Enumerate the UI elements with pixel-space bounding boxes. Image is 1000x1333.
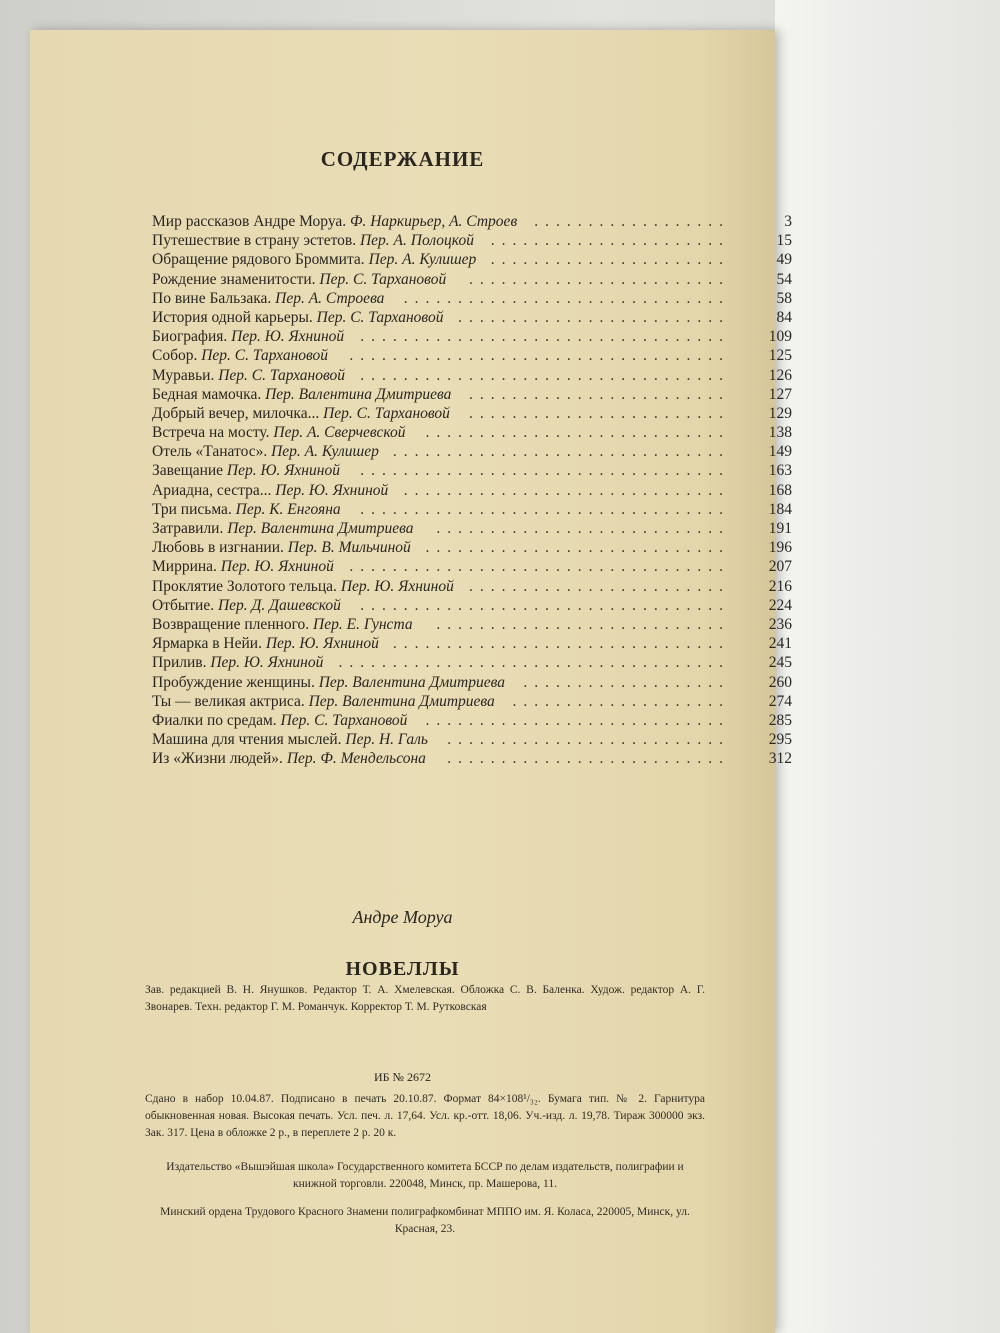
toc-entry-page: 109	[768, 328, 792, 346]
toc-entry	[152, 212, 792, 231]
toc-entry	[152, 711, 792, 730]
toc-entry-text	[152, 250, 476, 269]
toc-leader-dots: ....................................	[338, 654, 730, 672]
toc-leader-dots: ...................................	[349, 347, 730, 365]
toc-entry	[152, 557, 792, 576]
toc-leader-dots: ............................	[425, 711, 730, 729]
toc-leader-dots: ...............................	[392, 635, 730, 653]
toc-entry-title: Завещание	[152, 462, 224, 480]
toc-entry-text	[152, 615, 413, 634]
toc-entry-title: По вине Бальзака.	[152, 289, 272, 307]
toc-entry-text	[152, 596, 341, 615]
toc-entry-text	[152, 577, 454, 596]
toc-list	[152, 212, 792, 768]
toc-entry-title: Прилив.	[152, 654, 207, 672]
toc-entry-title: Ты — великая актриса.	[152, 692, 305, 710]
toc-entry-text	[152, 634, 379, 653]
imprint-staff: Зав. редакцией В. Н. Янушков. Редактор Т. А. Хмелевская. Обложка С. В. Баленка. Худож. редактор А. Г. Звонарев. Техн. редактор Г. М. Романчук. Корректор Т. М. Рутковская	[145, 984, 705, 1013]
toc-leader-dots: .........................	[458, 308, 730, 326]
toc-heading: СОДЕРЖАНИЕ	[320, 147, 485, 171]
toc-entry-translator: Пер. Ю. Яхниной	[210, 654, 324, 672]
toc-entry-translator: Ф. Наркирьер, А. Строев	[350, 213, 518, 230]
toc-entry-text	[152, 346, 328, 365]
toc-entry-translator: Пер. А. Кулишер	[368, 251, 477, 269]
toc-entry-translator: Пер. Валентина Дмитриева	[308, 692, 495, 710]
toc-entry-translator: Пер. Е. Гунста	[313, 615, 413, 633]
toc-entry-translator: Пер. Валентина Дмитриева	[227, 520, 414, 537]
toc-entry	[152, 308, 792, 327]
toc-entry	[152, 461, 792, 480]
toc-entry-page: 274	[768, 692, 792, 710]
imprint-print-info: Сдано в набор 10.04.87. Подписано в печать 20.10.87. Формат 84×108¹/₃₂. Бумага тип. № 2. Гарнитура обыкновенная новая. Высокая печать. Усл. печ. л. 17,64. Усл. кр.-отт. 18,06. Уч.-изд. л. 19,78. Тираж 300000 экз. Зак. 317. Цена в обложке 2 р., в переплете 2 р. 20 к.	[145, 1093, 705, 1139]
toc-leader-dots: ..................	[534, 213, 730, 230]
toc-entry-page: 241	[768, 635, 792, 653]
toc-entry-translator: Пер. А. Кулишер	[271, 443, 379, 461]
toc-entry-title: Мир рассказов Андре Моруа.	[152, 213, 347, 230]
toc-entry-translator: Пер. С. Тархановой	[323, 404, 450, 422]
toc-entry-page: 245	[768, 654, 792, 672]
imprint-publisher: Издательство «Вышэйшая школа» Государственного комитета БССР по делам издательств, полиграфии и книжной торговли. 220048, Минск, пр. Машерова, 11.	[166, 1161, 684, 1190]
toc-entry-title: Путешествие в страну эстетов.	[152, 232, 357, 250]
toc-leader-dots: ......................	[490, 232, 730, 250]
toc-entry-page: 312	[768, 750, 792, 768]
toc-entry-text	[152, 308, 443, 327]
toc-entry-translator: Пер. К. Енгояна	[235, 500, 341, 518]
toc-entry-translator: Пер. С. Тархановой	[201, 347, 329, 365]
toc-entry-page: 236	[768, 615, 792, 633]
toc-entry-text	[152, 404, 450, 423]
toc-entry	[152, 481, 792, 500]
toc-entry-title: Бедная мамочка.	[152, 385, 262, 403]
toc-entry-text	[152, 557, 334, 576]
toc-leader-dots: ........................	[469, 404, 730, 422]
toc-entry-title: Фиалки по средам.	[152, 711, 277, 729]
toc-entry-text	[152, 366, 345, 385]
toc-entry-text	[152, 481, 388, 500]
toc-leader-dots: ...................	[523, 673, 730, 691]
toc-entry-page: 224	[768, 596, 792, 614]
toc-entry-page: 127	[768, 385, 792, 403]
toc-entry-title: Три письма.	[152, 500, 232, 518]
toc-entry-page: 285	[768, 711, 792, 729]
toc-entry-text	[152, 519, 413, 538]
toc-leader-dots: ..................................	[360, 596, 730, 614]
toc-entry-page: 196	[768, 539, 792, 557]
toc-entry-text	[152, 730, 428, 749]
toc-entry-page: 168	[768, 481, 792, 499]
toc-entry-page: 191	[768, 520, 792, 537]
toc-entry-page: 207	[768, 558, 792, 576]
toc-leader-dots: ..............................	[403, 481, 730, 499]
toc-entry-page: 260	[768, 673, 792, 691]
toc-entry	[152, 596, 792, 615]
toc-entry-translator: Пер. Д. Дашевской	[217, 596, 341, 614]
book-title: НОВЕЛЛЫ	[345, 958, 460, 980]
toc-entry-page: 15	[776, 232, 792, 250]
toc-entry	[152, 231, 792, 250]
toc-entry-translator: Пер. С. Тархановой	[218, 366, 346, 384]
toc-leader-dots: ..................................	[360, 328, 730, 346]
toc-entry	[152, 577, 792, 596]
toc-entry-text	[152, 692, 495, 711]
toc-entry-title: Биография.	[152, 328, 228, 346]
toc-entry-translator: Пер. Ю. Яхниной	[231, 328, 345, 346]
toc-entry-page: 295	[768, 731, 792, 749]
toc-entry	[152, 289, 792, 308]
toc-entry-title: Рождение знаменитости.	[152, 270, 316, 288]
toc-entry	[152, 538, 792, 557]
toc-entry-translator: Пер. Ю. Яхниной	[265, 635, 379, 653]
toc-leader-dots: ...........................	[436, 520, 730, 537]
author-name: Андре Моруа	[352, 907, 453, 927]
toc-entry	[152, 634, 792, 653]
toc-entry-page: 149	[768, 443, 792, 461]
toc-entry-title: Возвращение пленного.	[152, 615, 310, 633]
toc-entry-text	[152, 289, 384, 308]
toc-leader-dots: ............................	[425, 539, 730, 557]
toc-entry-title: Любовь в изгнании.	[152, 539, 284, 557]
toc-entry-translator: Пер. Ю. Яхниной	[275, 481, 389, 499]
toc-leader-dots: ..................................	[360, 462, 730, 480]
toc-entry-title: История одной карьеры.	[152, 308, 313, 326]
toc-entry-title: Собор.	[152, 347, 198, 365]
toc-entry-text	[152, 673, 505, 692]
toc-leader-dots: ...............................	[392, 443, 730, 461]
toc-entry-text	[152, 423, 406, 442]
toc-entry-page: 54	[776, 270, 792, 288]
toc-leader-dots: ..........................	[447, 731, 730, 749]
toc-entry-translator: Пер. С. Тархановой	[280, 711, 408, 729]
toc-entry-translator: Пер. С. Тархановой	[319, 270, 447, 288]
toc-entry	[152, 442, 792, 461]
toc-leader-dots: ........................	[469, 577, 730, 595]
toc-entry-title: Обращение рядового Броммита.	[152, 251, 365, 269]
toc-leader-dots: ..................................	[360, 366, 730, 384]
toc-entry-title: Отбытие.	[152, 596, 215, 614]
toc-entry	[152, 423, 792, 442]
toc-entry-title: Ариадна, сестра...	[152, 481, 272, 499]
toc-leader-dots: ....................	[512, 692, 730, 710]
toc-leader-dots: ...........................	[436, 615, 730, 633]
toc-entry-title: Затравили.	[152, 520, 224, 537]
toc-entry-title: Машина для чтения мыслей.	[152, 731, 342, 749]
toc-entry-page: 58	[776, 289, 792, 307]
toc-entry	[152, 730, 792, 749]
toc-entry-text	[152, 749, 426, 768]
toc-entry-title: Ярмарка в Нейи.	[152, 635, 262, 653]
toc-entry-page: 49	[776, 251, 792, 269]
toc-entry-translator: Пер. В. Мильчиной	[287, 539, 411, 557]
imprint-printer: Минский ордена Трудового Красного Знамени полиграфкомбинат МППО им. Я. Коласа, 220005, Минск, ул. Красная, 23.	[160, 1206, 690, 1235]
toc-entry-title: Встреча на мосту.	[152, 424, 270, 442]
toc-entry-translator: Пер. Ю. Яхниной	[340, 577, 454, 595]
toc-entry-text	[152, 212, 517, 231]
toc-leader-dots: ..................................	[360, 500, 730, 518]
toc-entry	[152, 653, 792, 672]
toc-entry-page: 216	[768, 577, 792, 595]
toc-entry-translator: Пер. Ю. Яхниной	[220, 558, 334, 576]
toc-entry	[152, 385, 792, 404]
toc-entry	[152, 692, 792, 711]
toc-leader-dots: ........................	[469, 270, 730, 288]
toc-entry	[152, 270, 792, 289]
toc-entry	[152, 749, 792, 768]
toc-entry-page: 163	[768, 462, 792, 480]
toc-entry-page: 126	[768, 366, 792, 384]
toc-entry-title: Пробуждение женщины.	[152, 673, 315, 691]
toc-entry	[152, 250, 792, 269]
toc-entry-page: 138	[768, 424, 792, 442]
toc-entry	[152, 519, 792, 538]
toc-leader-dots: ...................................	[349, 558, 730, 576]
toc-entry-translator: Пер. Ю. Яхниной	[226, 462, 340, 480]
toc-entry-text	[152, 231, 474, 250]
toc-entry-text	[152, 270, 446, 289]
toc-entry-title: Миррина.	[152, 558, 217, 576]
toc-entry-text	[152, 538, 411, 557]
toc-leader-dots: ............................	[425, 424, 730, 442]
toc-entry	[152, 346, 792, 365]
toc-entry-title: Муравьи.	[152, 366, 215, 384]
toc-entry-page: 129	[768, 404, 792, 422]
toc-entry	[152, 500, 792, 519]
toc-entry	[152, 404, 792, 423]
toc-entry-translator: Пер. Валентина Дмитриева	[318, 673, 505, 691]
toc-entry	[152, 327, 792, 346]
toc-entry-page: 184	[768, 500, 792, 518]
toc-entry-translator: Пер. А. Сверчевской	[273, 424, 406, 442]
book-page	[30, 30, 792, 1333]
toc-entry-text	[152, 461, 340, 480]
toc-entry-text	[152, 327, 344, 346]
toc-entry-page: 125	[768, 347, 792, 365]
toc-entry-text	[152, 711, 407, 730]
toc-entry-page: 84	[776, 308, 792, 326]
toc-entry-page: 3	[784, 213, 792, 230]
toc-leader-dots: ......................	[490, 251, 730, 269]
toc-entry-text	[152, 385, 451, 404]
toc-leader-dots: ..............................	[403, 289, 730, 307]
toc-entry-title: Добрый вечер, милочка...	[152, 404, 320, 422]
toc-entry	[152, 366, 792, 385]
toc-entry-translator: Пер. А. Строева	[275, 289, 385, 307]
toc-entry-title: Из «Жизни людей».	[152, 750, 283, 768]
toc-leader-dots: ..........................	[447, 750, 730, 768]
toc-entry-translator: Пер. Н. Галь	[345, 731, 428, 749]
toc-entry-text	[152, 500, 341, 519]
facing-page-edge	[775, 0, 1000, 1333]
toc-entry-translator: Пер. Ф. Мендельсона	[286, 750, 426, 768]
imprint-ib-number: ИБ № 2672	[373, 1070, 431, 1084]
toc-leader-dots: ........................	[469, 385, 730, 403]
toc-entry-text	[152, 653, 323, 672]
toc-entry-text	[152, 442, 379, 461]
toc-entry-translator: Пер. Валентина Дмитриева	[265, 385, 452, 403]
toc-entry-title: Отель «Танатос».	[152, 443, 268, 461]
toc-entry-translator: Пер. А. Полоцкой	[359, 232, 474, 250]
toc-entry-title: Проклятие Золотого тельца.	[152, 577, 337, 595]
toc-entry-translator: Пер. С. Тархановой	[316, 308, 444, 326]
toc-entry	[152, 615, 792, 634]
toc-entry	[152, 673, 792, 692]
